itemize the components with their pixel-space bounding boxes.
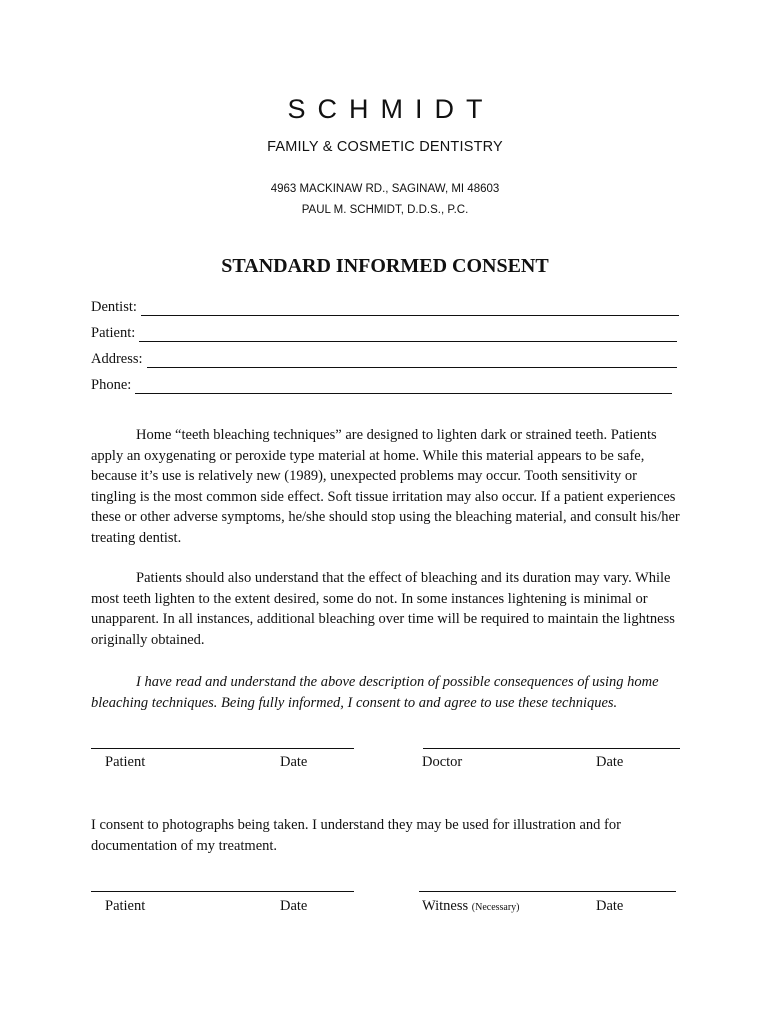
practice-tagline: FAMILY & COSMETIC DENTISTRY bbox=[267, 139, 503, 155]
patient-line[interactable] bbox=[139, 325, 677, 342]
doctor-date-label: Date bbox=[596, 754, 624, 770]
doctor-signature-line[interactable] bbox=[423, 748, 680, 749]
patient-signature-line[interactable] bbox=[91, 748, 354, 749]
bleaching-results-paragraph: Patients should also understand that the effect of bleaching and its duration may vary. While most teeth lighten to the extent desired, some do not. In some instances lightening is minimal or unapparent. In all instances, additional bleaching over time will be required to maintain the lightness originally obtained. bbox=[91, 570, 675, 648]
phone-label: Phone: bbox=[91, 377, 132, 393]
witness-signature-label bbox=[422, 898, 520, 915]
witness-note: (Necessary) bbox=[471, 902, 520, 913]
patient-field[interactable] bbox=[91, 320, 677, 342]
practice-name: SCHMIDT bbox=[287, 94, 495, 124]
consent-statement-paragraph: I have read and understand the above description of possible consequences of using home bleaching techniques. Being fully informed, I consent to and agree to use these techniques. bbox=[91, 674, 659, 711]
practice-doctor: PAUL M. SCHMIDT, D.D.S., P.C. bbox=[301, 204, 469, 216]
document-title: STANDARD INFORMED CONSENT bbox=[221, 255, 549, 277]
doctor-signature-label: Doctor bbox=[422, 754, 463, 770]
address-field[interactable] bbox=[91, 346, 677, 368]
address-line[interactable] bbox=[147, 351, 677, 368]
dentist-label: Dentist: bbox=[91, 299, 137, 315]
witness-date-label: Date bbox=[596, 898, 624, 914]
photo-patient-date-label: Date bbox=[280, 898, 308, 914]
photo-patient-signature-label: Patient bbox=[105, 898, 146, 914]
patient-date-label: Date bbox=[280, 754, 308, 770]
photograph-consent-paragraph: I consent to photographs being taken. I understand they may be used for illustration and for documentation of my treatment. bbox=[91, 817, 621, 854]
photo-patient-signature-line[interactable] bbox=[91, 891, 354, 892]
witness-signature-line[interactable] bbox=[419, 891, 676, 892]
phone-field[interactable] bbox=[91, 372, 672, 394]
phone-line[interactable] bbox=[135, 377, 672, 394]
patient-label: Patient: bbox=[91, 325, 136, 341]
witness-label: Witness bbox=[422, 898, 469, 914]
patient-signature-label: Patient bbox=[105, 754, 146, 770]
practice-address: 4963 MACKINAW RD., SAGINAW, MI 48603 bbox=[270, 183, 500, 195]
address-label: Address: bbox=[91, 351, 143, 367]
dentist-field[interactable] bbox=[91, 294, 679, 316]
bleaching-description-paragraph: Home “teeth bleaching techniques” are designed to lighten dark or strained teeth. Patients apply an oxygenating or peroxide type material at home. While this material appears to be safe, because it’s use is relatively new (1989), unexpected problems may occur. Tooth sensitivity or tingling is the most common side effect. Soft tissue irritation may also occur. If a patient experiences these or other adverse symptoms, he/she should stop using the bleaching material, and consult his/her treating dentist. bbox=[91, 427, 680, 546]
dentist-line[interactable] bbox=[141, 299, 679, 316]
